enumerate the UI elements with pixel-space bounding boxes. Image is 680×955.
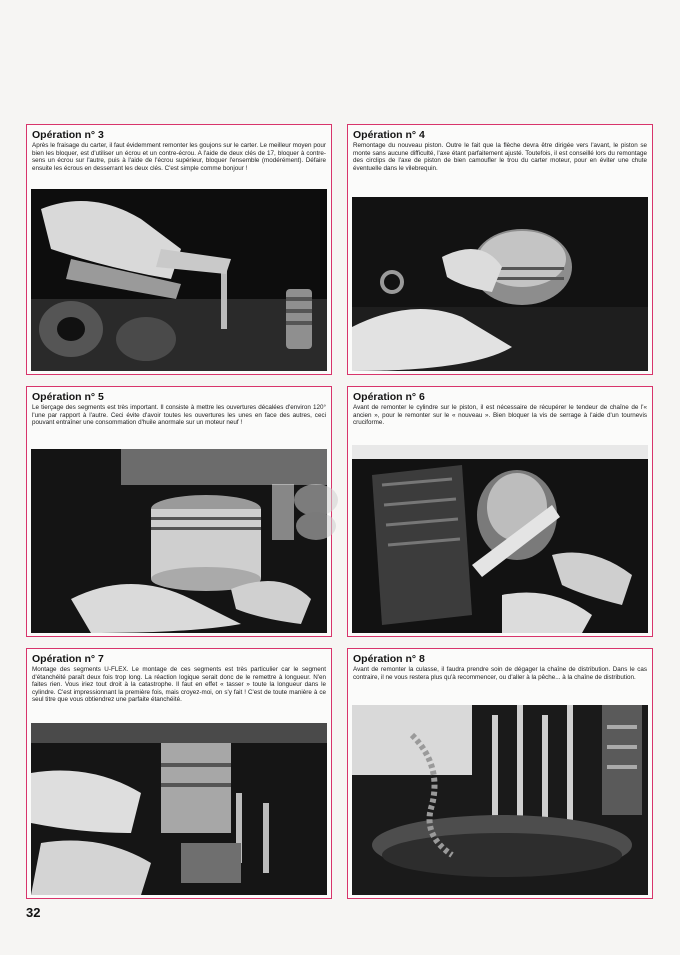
operation-8-panel xyxy=(347,648,653,899)
operation-title: Opération n° 7 xyxy=(32,653,104,665)
operation-6-panel xyxy=(347,386,653,637)
operation-title: Opération n° 6 xyxy=(353,391,425,403)
operation-7-photo xyxy=(31,723,327,895)
operation-3-photo xyxy=(31,189,327,371)
operation-7-panel xyxy=(26,648,332,899)
operation-4-photo xyxy=(352,197,648,371)
operation-text: Montage des segments U-FLEX. Le montage de ces segments est très particulier car le segment d'étanchéité paraît deux fois trop long. La réaction logique serait donc de le remettre à longueur. N'en faites rien. Vous iriez tout droit à la catastrophe. Il faut en effet « tasser » toute la longueur dans le cylindre. C'est impressionnant la première fois, mais croyez-moi, on s'y fait ! C'est de toute manière à ce seul titre que vous obtiendrez une parfaite étanchéité. xyxy=(32,666,326,704)
operation-text: Après le fraisage du carter, il faut évidemment remonter les goujons sur le carter. Le meilleur moyen pour bien les bloquer, est d'utiliser un écrou et un contre-écrou. A l'aide de deux clés de 17, bloquer à contre-sens un écrou sur l'autre, puis à l'aide de l'écrou supérieur, bloquer l'ensemble (modérément). Défaire ensuite les écrous en desserrant les deux clés. C'est simple comme bonjour ! xyxy=(32,142,326,172)
operation-text: Le tierçage des segments est très important. Il consiste à mettre les ouvertures décalées d'environ 120° l'une par rapport à l'autre. Ceci évite d'avoir toutes les ouvertures les unes en face des autres, ceci pouvant entraîner une consommation d'huile anormale sur un moteur neuf ! xyxy=(32,404,326,427)
operation-text: Remontage du nouveau piston. Outre le fait que la flèche devra être dirigée vers l'avant, le piston se monte sans aucune difficulté, l'axe étant parfaitement ajusté. Toutefois, il est conseillé lors du remontage des circlips de l'axe de piston de bien camoufler le trou du carter moteur, pour en éviter une chute éventuelle dans le vilebrequin. xyxy=(353,142,647,172)
operation-title: Opération n° 4 xyxy=(353,129,425,141)
operation-title: Opération n° 3 xyxy=(32,129,104,141)
operation-8-photo xyxy=(352,705,648,895)
page-number: 32 xyxy=(26,905,41,920)
operation-title: Opération n° 5 xyxy=(32,391,104,403)
operation-text: Avant de remonter la culasse, il faudra prendre soin de dégager la chaîne de distribution. Dans le cas contraire, il ne vous restera plus qu'à recommencer, ou d'aller à la pêche... à la chaîne de distribution. xyxy=(353,666,647,681)
operation-3-panel xyxy=(26,124,332,375)
operation-6-photo xyxy=(352,445,648,633)
operation-text: Avant de remonter le cylindre sur le piston, il est nécessaire de récupérer le tendeur de chaîne de l'« ancien », pour le remonter sur le « nouveau ». Bien bloquer la vis de serrage à l'aide d'un tournevis cruciforme. xyxy=(353,404,647,427)
operation-4-panel xyxy=(347,124,653,375)
operation-title: Opération n° 8 xyxy=(353,653,425,665)
watermark-logo xyxy=(270,478,342,544)
